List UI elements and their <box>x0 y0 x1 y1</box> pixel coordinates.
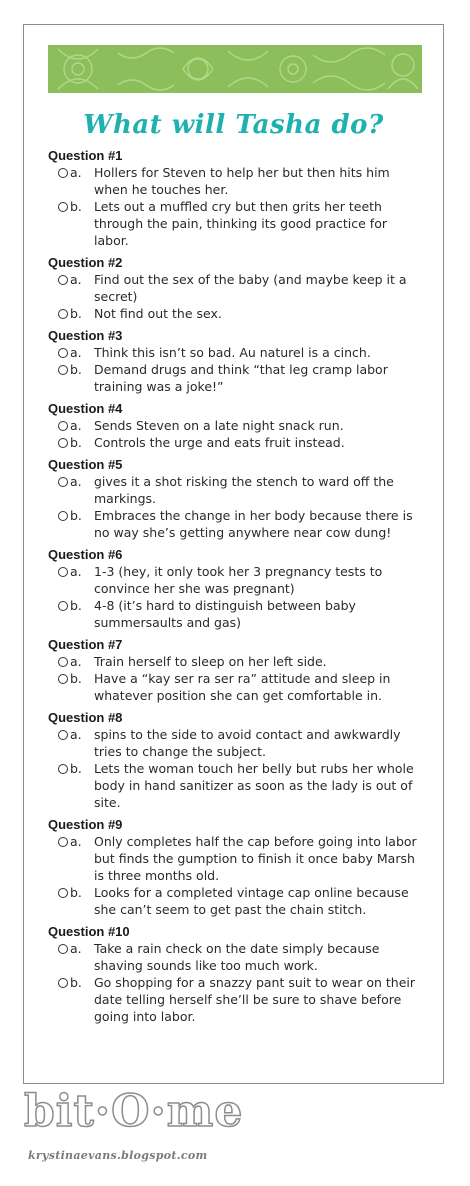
option-text: 4-8 (it’s hard to distinguish between baby summersaults and gas) <box>94 598 356 630</box>
option-b[interactable]: b. Controls the urge and eats fruit instead. <box>48 434 420 451</box>
option-a[interactable]: a. Hollers for Steven to help her but then hits him when he touches her. <box>48 164 420 198</box>
question-label: Question #3 <box>48 328 123 343</box>
question-label: Question #4 <box>48 401 123 416</box>
question-label: Question #2 <box>48 255 123 270</box>
radio-circle-icon[interactable] <box>58 601 68 611</box>
option-a[interactable]: a. Train herself to sleep on her left side. <box>48 653 420 670</box>
radio-circle-icon[interactable] <box>58 365 68 375</box>
option-text: Sends Steven on a late night snack run. <box>94 418 344 433</box>
question-2 <box>48 255 420 322</box>
option-b[interactable]: b. Go shopping for a snazzy pant suit to wear on their date telling herself she’ll be sure to shave before going into labor. <box>48 974 420 1025</box>
quiz-card <box>23 24 444 1084</box>
question-4 <box>48 401 420 451</box>
decorative-banner <box>48 45 422 93</box>
brand-logo: bit·O·me <box>24 1086 244 1137</box>
option-text: Train herself to sleep on her left side. <box>94 654 327 669</box>
question-1 <box>48 148 420 249</box>
radio-circle-icon[interactable] <box>58 888 68 898</box>
option-text: Go shopping for a snazzy pant suit to wear on their date telling herself she’ll be sure to shave before going into labor. <box>94 975 415 1024</box>
question-7 <box>48 637 420 704</box>
radio-circle-icon[interactable] <box>58 837 68 847</box>
option-b[interactable]: b. Not find out the sex. <box>48 305 420 322</box>
option-a[interactable]: a. Find out the sex of the baby (and maybe keep it a secret) <box>48 271 420 305</box>
option-text: 1-3 (hey, it only took her 3 pregnancy tests to convince her she was pregnant) <box>94 564 383 596</box>
option-b[interactable]: b. Lets the woman touch her belly but rubs her whole body in hand sanitizer as soon as the lady is out of site. <box>48 760 420 811</box>
option-a[interactable]: a. Take a rain check on the date simply because shaving sounds like too much work. <box>48 940 420 974</box>
option-b[interactable]: b. Lets out a muffled cry but then grits her teeth through the pain, thinking its good practice for labor. <box>48 198 420 249</box>
option-text: Demand drugs and think “that leg cramp labor training was a joke!” <box>94 362 388 394</box>
radio-circle-icon[interactable] <box>58 168 68 178</box>
option-text: Looks for a completed vintage cap online because she can’t seem to get past the chain stitch. <box>94 885 409 917</box>
question-8 <box>48 710 420 811</box>
radio-circle-icon[interactable] <box>58 657 68 667</box>
question-label: Question #5 <box>48 457 123 472</box>
option-text: Find out the sex of the baby (and maybe keep it a secret) <box>94 272 407 304</box>
option-text: Think this isn’t so bad. Au naturel is a cinch. <box>94 345 371 360</box>
option-a[interactable]: a. spins to the side to avoid contact and awkwardly tries to change the subject. <box>48 726 420 760</box>
radio-circle-icon[interactable] <box>58 674 68 684</box>
option-text: Lets out a muffled cry but then grits her teeth through the pain, thinking its good practice for labor. <box>94 199 387 248</box>
question-label: Question #10 <box>48 924 130 939</box>
option-text: Controls the urge and eats fruit instead. <box>94 435 345 450</box>
radio-circle-icon[interactable] <box>58 348 68 358</box>
option-b[interactable]: b. Have a “kay ser ra ser ra” attitude and sleep in whatever position she can get comfortable in. <box>48 670 420 704</box>
option-text: Embraces the change in her body because there is no way she’s getting anywhere near cow dung! <box>94 508 413 540</box>
radio-circle-icon[interactable] <box>58 275 68 285</box>
option-b[interactable]: b. Looks for a completed vintage cap online because she can’t seem to get past the chain stitch. <box>48 884 420 918</box>
option-b[interactable]: b. Embraces the change in her body because there is no way she’s getting anywhere near cow dung! <box>48 507 420 541</box>
option-text: Hollers for Steven to help her but then hits him when he touches her. <box>94 165 390 197</box>
radio-circle-icon[interactable] <box>58 730 68 740</box>
option-b[interactable]: b. Demand drugs and think “that leg cramp labor training was a joke!” <box>48 361 420 395</box>
question-label: Question #1 <box>48 148 123 163</box>
option-text: gives it a shot risking the stench to ward off the markings. <box>94 474 394 506</box>
radio-circle-icon[interactable] <box>58 421 68 431</box>
question-3 <box>48 328 420 395</box>
option-text: spins to the side to avoid contact and awkwardly tries to change the subject. <box>94 727 401 759</box>
question-list <box>48 148 420 1031</box>
radio-circle-icon[interactable] <box>58 438 68 448</box>
option-text: Only completes half the cap before going into labor but finds the gumption to finish it once baby Marsh is three months old. <box>94 834 417 883</box>
question-label: Question #8 <box>48 710 123 725</box>
question-9 <box>48 817 420 918</box>
question-10 <box>48 924 420 1025</box>
question-label: Question #6 <box>48 547 123 562</box>
option-text: Take a rain check on the date simply because shaving sounds like too much work. <box>94 941 380 973</box>
option-a[interactable]: a. Only completes half the cap before going into labor but finds the gumption to finish it once baby Marsh is three months old. <box>48 833 420 884</box>
radio-circle-icon[interactable] <box>58 764 68 774</box>
option-a[interactable]: a. 1-3 (hey, it only took her 3 pregnancy tests to convince her she was pregnant) <box>48 563 420 597</box>
radio-circle-icon[interactable] <box>58 978 68 988</box>
option-text: Not find out the sex. <box>94 306 222 321</box>
option-a[interactable]: a. Think this isn’t so bad. Au naturel is a cinch. <box>48 344 420 361</box>
question-label: Question #9 <box>48 817 123 832</box>
option-a[interactable]: a. Sends Steven on a late night snack run. <box>48 417 420 434</box>
question-label: Question #7 <box>48 637 123 652</box>
radio-circle-icon[interactable] <box>58 567 68 577</box>
question-6 <box>48 547 420 631</box>
question-5 <box>48 457 420 541</box>
blog-url: krystinaevans.blogspot.com <box>28 1149 208 1162</box>
radio-circle-icon[interactable] <box>58 309 68 319</box>
option-b[interactable]: b. 4-8 (it’s hard to distinguish between baby summersaults and gas) <box>48 597 420 631</box>
page-title: What will Tasha do? <box>83 110 384 140</box>
option-text: Have a “kay ser ra ser ra” attitude and sleep in whatever position she can get comfortable in. <box>94 671 391 703</box>
radio-circle-icon[interactable] <box>58 477 68 487</box>
option-text: Lets the woman touch her belly but rubs her whole body in hand sanitizer as soon as the lady is out of site. <box>94 761 414 810</box>
option-a[interactable]: a. gives it a shot risking the stench to ward off the markings. <box>48 473 420 507</box>
radio-circle-icon[interactable] <box>58 202 68 212</box>
radio-circle-icon[interactable] <box>58 511 68 521</box>
radio-circle-icon[interactable] <box>58 944 68 954</box>
flourish-pattern-icon <box>48 45 422 93</box>
